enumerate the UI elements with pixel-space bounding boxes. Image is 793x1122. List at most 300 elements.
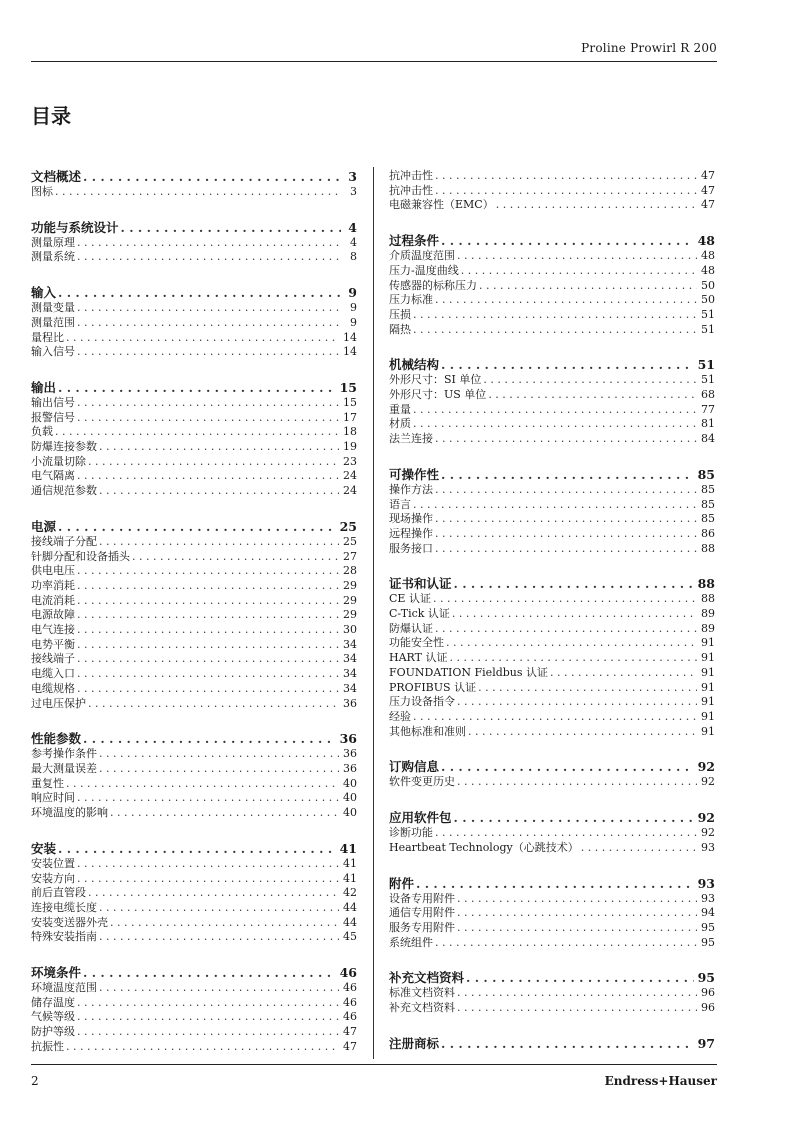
toc-section-heading[interactable] — [31, 519, 357, 535]
toc-entry-page: 47 — [343, 1025, 357, 1039]
dot-leader — [88, 455, 339, 470]
dot-leader — [457, 775, 697, 790]
toc-entry-title: 重量 — [389, 402, 411, 416]
toc-entry[interactable] — [31, 425, 357, 440]
toc-entry-page: 51 — [697, 357, 715, 373]
toc-entry-page: 44 — [343, 915, 357, 929]
toc-entry-title: 前后直管段 — [31, 886, 86, 900]
toc-entry-title: 补充文档资料 — [389, 970, 465, 986]
toc-section-heading[interactable] — [389, 233, 715, 249]
toc-entry-page: 91 — [701, 709, 715, 723]
toc-entry-title: 补充文档资料 — [389, 1001, 455, 1015]
dot-leader — [496, 198, 697, 213]
toc-entry-page: 95 — [701, 935, 715, 949]
dot-leader — [66, 331, 339, 346]
toc-entry-title: 抗振性 — [31, 1039, 64, 1053]
dot-leader — [435, 527, 697, 542]
toc-entry[interactable] — [389, 826, 715, 841]
toc-entry-page: 92 — [701, 826, 715, 840]
dot-leader — [99, 901, 339, 916]
dot-leader — [77, 857, 339, 872]
dot-leader — [413, 710, 697, 725]
toc-section — [31, 841, 357, 945]
toc-section — [389, 1036, 715, 1052]
toc-entry-page: 89 — [701, 621, 715, 635]
toc-entry-title: 通信专用附件 — [389, 906, 455, 920]
toc-entry[interactable] — [389, 373, 715, 388]
dot-leader — [77, 411, 339, 426]
toc-entry[interactable] — [31, 916, 357, 931]
toc-entry-page: 47 — [343, 1039, 357, 1053]
toc-entry-title: 接线端子分配 — [31, 534, 97, 548]
toc-entry[interactable] — [389, 986, 715, 1001]
toc-entry[interactable] — [389, 592, 715, 607]
toc-entry[interactable] — [389, 498, 715, 513]
dot-leader — [77, 236, 341, 251]
dot-leader — [435, 184, 697, 199]
toc-entry[interactable] — [389, 710, 715, 725]
toc-entry[interactable] — [31, 872, 357, 887]
toc-entry[interactable] — [389, 184, 715, 199]
toc-entry-page: 30 — [343, 623, 357, 637]
toc-section — [389, 876, 715, 951]
toc-entry[interactable] — [389, 527, 715, 542]
toc-entry-title: 防爆认证 — [389, 621, 433, 635]
toc-entry-page: 88 — [701, 592, 715, 606]
toc-entry[interactable] — [31, 236, 357, 251]
toc-entry-title: 量程比 — [31, 330, 64, 344]
dot-leader — [77, 791, 339, 806]
toc-entry[interactable] — [389, 725, 715, 740]
toc-entry-title: 应用软件包 — [389, 810, 452, 826]
dot-leader — [110, 806, 339, 821]
toc-entry-title: 功能安全性 — [389, 636, 444, 650]
toc-entry-title: 系统组件 — [389, 935, 433, 949]
toc-entry[interactable] — [31, 455, 357, 470]
toc-section-heading[interactable] — [31, 169, 357, 185]
dot-leader — [77, 301, 341, 316]
toc-entry-title: 操作方法 — [389, 482, 433, 496]
toc-entry[interactable] — [31, 981, 357, 996]
dot-leader — [441, 467, 694, 483]
toc-entry[interactable] — [389, 775, 715, 790]
toc-entry-title: FOUNDATION Fieldbus 认证 — [389, 665, 549, 679]
toc-entry[interactable] — [31, 345, 357, 360]
toc-section-heading[interactable] — [31, 380, 357, 396]
toc-entry[interactable] — [389, 695, 715, 710]
toc-section-heading[interactable] — [389, 970, 715, 986]
toc-entry[interactable] — [389, 388, 715, 403]
toc-entry-page: 89 — [701, 607, 715, 621]
dot-leader — [77, 316, 341, 331]
toc-entry-title: 压力标准 — [389, 293, 433, 307]
toc-entry[interactable] — [31, 579, 357, 594]
toc-entry[interactable] — [389, 512, 715, 527]
toc-entry-title: 经验 — [389, 709, 411, 723]
toc-entry[interactable] — [31, 857, 357, 872]
toc-entry[interactable] — [31, 791, 357, 806]
toc-section-heading[interactable] — [389, 759, 715, 775]
dot-leader — [441, 233, 694, 249]
dot-leader — [435, 169, 697, 184]
dot-leader — [457, 921, 697, 936]
toc-entry[interactable] — [31, 930, 357, 945]
toc-entry-title: 电势平衡 — [31, 637, 75, 651]
toc-entry[interactable] — [31, 484, 357, 499]
toc-entry-page: 91 — [701, 636, 715, 650]
toc-entry-page: 68 — [701, 388, 715, 402]
dot-leader — [483, 373, 697, 388]
dot-leader — [77, 1010, 339, 1025]
toc-section-heading[interactable] — [389, 357, 715, 373]
toc-entry-title: 过程条件 — [389, 233, 440, 249]
toc-entry-title: HART 认证 — [389, 651, 448, 665]
toc-entry-title: 电流消耗 — [31, 593, 75, 607]
toc-section-heading[interactable] — [389, 1036, 715, 1052]
toc-entry-title: 安装位置 — [31, 856, 75, 870]
toc-entry[interactable] — [389, 279, 715, 294]
toc-entry-page: 24 — [343, 469, 357, 483]
toc-entry-title: 通信规范参数 — [31, 484, 97, 498]
dot-leader — [457, 695, 697, 710]
toc-entry-page: 93 — [697, 875, 715, 891]
toc-entry[interactable] — [389, 323, 715, 338]
toc-entry-title: 环境温度范围 — [31, 981, 97, 995]
toc-entry[interactable] — [31, 652, 357, 667]
toc-entry[interactable] — [31, 1010, 357, 1025]
dot-leader — [466, 970, 694, 986]
toc-entry-title: 测量范围 — [31, 315, 75, 329]
toc-entry[interactable] — [389, 681, 715, 696]
toc-entry-title: 参考操作条件 — [31, 747, 97, 761]
toc-section — [389, 467, 715, 557]
header-rule — [31, 61, 717, 62]
toc-entry-page: 9 — [348, 285, 357, 301]
toc-entry[interactable] — [389, 249, 715, 264]
toc-entry-page: 92 — [701, 775, 715, 789]
toc-entry-title: 抗冲击性 — [389, 169, 433, 182]
toc-entry-page: 47 — [701, 169, 715, 182]
toc-entry[interactable] — [389, 906, 715, 921]
dot-leader — [77, 250, 341, 265]
toc-entry[interactable] — [31, 623, 357, 638]
dot-leader — [446, 636, 697, 651]
toc-entry-page: 46 — [343, 981, 357, 995]
toc-entry-page: 51 — [701, 322, 715, 336]
toc-entry-title: 设备专用附件 — [389, 891, 455, 905]
dot-leader — [454, 576, 694, 592]
toc-entry[interactable] — [31, 535, 357, 550]
toc-entry-page: 19 — [343, 440, 357, 454]
toc-entry[interactable] — [31, 564, 357, 579]
toc-section-heading[interactable] — [31, 841, 357, 857]
dot-leader — [77, 345, 339, 360]
toc-entry-title: 材质 — [389, 417, 411, 431]
toc-entry[interactable] — [31, 682, 357, 697]
toc-section-heading[interactable] — [389, 576, 715, 592]
toc-entry-page: 94 — [701, 906, 715, 920]
toc-section-heading[interactable] — [389, 467, 715, 483]
toc-entry-title: 测量系统 — [31, 250, 75, 264]
toc-entry[interactable] — [31, 806, 357, 821]
toc-entry[interactable] — [389, 403, 715, 418]
toc-entry[interactable] — [31, 886, 357, 901]
dot-leader — [457, 986, 697, 1001]
dot-leader — [435, 826, 697, 841]
toc-entry-title: 防爆连接参数 — [31, 440, 97, 454]
toc-entry-page: 95 — [697, 970, 715, 986]
toc-entry-title: 电气隔离 — [31, 469, 75, 483]
dot-leader — [132, 550, 339, 565]
toc-entry-title: 接线端子 — [31, 652, 75, 666]
dot-leader — [58, 285, 341, 301]
toc-entry-title: 电缆规格 — [31, 681, 75, 695]
toc-column-left — [31, 169, 357, 1075]
toc-entry-page: 48 — [701, 249, 715, 263]
dot-leader — [435, 432, 697, 447]
toc-entry[interactable] — [31, 747, 357, 762]
toc-entry[interactable] — [389, 841, 715, 856]
dot-leader — [77, 1025, 339, 1040]
dot-leader — [478, 681, 697, 696]
toc-entry[interactable] — [389, 198, 715, 213]
toc-entry-page: 50 — [701, 293, 715, 307]
toc-entry-page: 25 — [339, 518, 357, 534]
toc-entry[interactable] — [389, 651, 715, 666]
toc-entry[interactable] — [389, 892, 715, 907]
toc-entry-title: 输入信号 — [31, 345, 75, 359]
toc-entry[interactable] — [31, 550, 357, 565]
toc-entry-page: 91 — [701, 665, 715, 679]
dot-leader — [88, 697, 339, 712]
brand-name: Endress+Hauser — [604, 1074, 717, 1088]
toc-entry-page: 14 — [343, 330, 357, 344]
toc-entry[interactable] — [389, 293, 715, 308]
toc-entry-page: 40 — [343, 806, 357, 820]
dot-leader — [457, 249, 697, 264]
dot-leader — [441, 759, 694, 775]
dot-leader — [99, 484, 339, 499]
toc-entry-page: 85 — [701, 512, 715, 526]
toc-entry[interactable] — [31, 777, 357, 792]
toc-entry[interactable] — [389, 417, 715, 432]
toc-entry[interactable] — [31, 185, 357, 200]
toc-section-heading[interactable] — [31, 285, 357, 301]
toc-entry-page: 34 — [343, 667, 357, 681]
toc-entry-page: 47 — [701, 183, 715, 197]
toc-section-heading[interactable] — [389, 876, 715, 892]
toc-section — [31, 519, 357, 711]
toc-entry-title: 远程操作 — [389, 526, 433, 540]
toc-entry[interactable] — [31, 594, 357, 609]
toc-entry[interactable] — [389, 432, 715, 447]
toc-entry-page: 29 — [343, 578, 357, 592]
toc-entry-title: 介质温度范围 — [389, 249, 455, 263]
toc-entry-page: 47 — [701, 198, 715, 212]
toc-entry[interactable] — [31, 469, 357, 484]
dot-leader — [77, 469, 339, 484]
dot-leader — [66, 1040, 339, 1055]
dot-leader — [110, 916, 339, 931]
toc-entry-page: 93 — [701, 840, 715, 854]
toc-entry-title: 外形尺寸：SI 单位 — [389, 373, 482, 387]
toc-entry-page: 29 — [343, 593, 357, 607]
toc-entry-page: 34 — [343, 637, 357, 651]
toc-section — [389, 576, 715, 739]
toc-entry[interactable] — [31, 250, 357, 265]
toc-entry-page: 17 — [343, 410, 357, 424]
toc-entry[interactable] — [389, 607, 715, 622]
toc-entry[interactable] — [389, 666, 715, 681]
dot-leader — [99, 981, 339, 996]
dot-leader — [77, 396, 339, 411]
dot-leader — [55, 185, 341, 200]
toc-entry-page: 92 — [697, 759, 715, 775]
toc-section — [389, 233, 715, 337]
toc-entry-title: 针脚分配和设备插头 — [31, 549, 130, 563]
toc-entry-title: 服务专用附件 — [389, 920, 455, 934]
toc-entry-title: 环境条件 — [31, 965, 82, 981]
toc-entry[interactable] — [31, 316, 357, 331]
toc-section-heading[interactable] — [31, 965, 357, 981]
toc-entry[interactable] — [389, 936, 715, 951]
dot-leader — [83, 731, 336, 747]
toc-entry-title: 连接电缆长度 — [31, 900, 97, 914]
toc-entry-page: 40 — [343, 791, 357, 805]
toc-entry[interactable] — [31, 1025, 357, 1040]
toc-entry[interactable] — [389, 308, 715, 323]
toc-entry-title: C-Tick 认证 — [389, 607, 450, 621]
toc-entry-title: 测量原理 — [31, 235, 75, 249]
dot-leader — [435, 542, 697, 557]
dot-leader — [83, 965, 336, 981]
toc-entry[interactable] — [31, 762, 357, 777]
toc-entry-page: 3 — [350, 185, 357, 198]
toc-entry-page: 36 — [343, 696, 357, 710]
toc-entry-title: 压损 — [389, 307, 411, 321]
toc-entry-title: 诊断功能 — [389, 826, 433, 840]
toc-entry[interactable] — [389, 483, 715, 498]
toc-entry-title: 标准文档资料 — [389, 986, 455, 1000]
toc-entry[interactable] — [31, 440, 357, 455]
toc-entry[interactable] — [31, 697, 357, 712]
toc-entry[interactable] — [31, 331, 357, 346]
toc-entry-page: 34 — [343, 652, 357, 666]
toc-section-heading[interactable] — [31, 731, 357, 747]
toc-entry-title: 抗冲击性 — [389, 183, 433, 197]
toc-entry[interactable] — [31, 996, 357, 1011]
toc-entry[interactable] — [389, 921, 715, 936]
toc-entry-title: 气候等级 — [31, 1010, 75, 1024]
toc-entry[interactable] — [389, 636, 715, 651]
toc-entry[interactable] — [31, 396, 357, 411]
toc-entry[interactable] — [389, 542, 715, 557]
dot-leader — [416, 876, 694, 892]
toc-section — [31, 169, 357, 200]
dot-leader — [413, 498, 697, 513]
toc-entry-title: 外形尺寸：US 单位 — [389, 388, 487, 402]
toc-entry-title: 软件变更历史 — [389, 775, 455, 789]
toc-entry-page: 95 — [701, 920, 715, 934]
toc-entry-page: 28 — [343, 564, 357, 578]
toc-entry-page: 93 — [701, 891, 715, 905]
toc-entry-page: 36 — [339, 731, 357, 747]
toc-section-heading[interactable] — [389, 810, 715, 826]
dot-leader — [99, 762, 339, 777]
toc-entry-page: 85 — [701, 497, 715, 511]
toc-entry-page: 91 — [701, 724, 715, 738]
toc-entry-title: 重复性 — [31, 776, 64, 790]
header-title: Proline Prowirl R 200 — [581, 41, 717, 55]
dot-leader — [77, 667, 339, 682]
dot-leader — [441, 357, 694, 373]
toc-entry-title: 负载 — [31, 425, 53, 439]
dot-leader — [457, 906, 697, 921]
dot-leader — [479, 279, 697, 294]
toc-entry-page: 9 — [350, 301, 357, 315]
toc-entry[interactable] — [31, 1040, 357, 1055]
toc-entry[interactable] — [389, 264, 715, 279]
toc-entry-title: 输出信号 — [31, 395, 75, 409]
toc-entry-title: 传感器的标称压力 — [389, 278, 477, 292]
toc-entry-title: 附件 — [389, 875, 415, 891]
toc-section — [389, 810, 715, 855]
toc-entry[interactable] — [31, 608, 357, 623]
toc-section — [31, 220, 357, 265]
dot-leader — [66, 777, 339, 792]
toc-entry[interactable] — [31, 301, 357, 316]
toc-section-heading[interactable] — [31, 220, 357, 236]
toc-section — [31, 380, 357, 499]
dot-leader — [441, 1036, 694, 1052]
dot-leader — [55, 425, 339, 440]
toc-entry-title: 注册商标 — [389, 1035, 440, 1051]
toc-entry-title: 电磁兼容性（EMC） — [389, 198, 494, 212]
toc-entry[interactable] — [31, 901, 357, 916]
dot-leader — [99, 747, 339, 762]
toc-entry-page: 96 — [701, 1001, 715, 1015]
toc-entry-page: 91 — [701, 651, 715, 665]
toc-entry-title: 电源 — [31, 518, 57, 534]
toc-entry-page: 4 — [350, 235, 357, 249]
toc-entry[interactable] — [31, 638, 357, 653]
toc-entry[interactable] — [389, 622, 715, 637]
dot-leader — [77, 682, 339, 697]
dot-leader — [77, 623, 339, 638]
dot-leader — [58, 380, 336, 396]
toc-entry-page: 88 — [697, 576, 715, 592]
toc-entry[interactable] — [31, 667, 357, 682]
toc-entry-page: 51 — [701, 307, 715, 321]
toc-entry-title: 电气连接 — [31, 623, 75, 637]
toc-entry-page: 36 — [343, 747, 357, 761]
toc-entry-title: 现场操作 — [389, 512, 433, 526]
toc-entry[interactable] — [31, 411, 357, 426]
dot-leader — [77, 608, 339, 623]
dot-leader — [77, 638, 339, 653]
toc-entry-page: 77 — [701, 402, 715, 416]
toc-entry[interactable] — [389, 1001, 715, 1016]
toc-section — [389, 759, 715, 790]
toc-entry-title: 电源故障 — [31, 608, 75, 622]
dot-leader — [550, 666, 697, 681]
toc-entry-title: 储存温度 — [31, 995, 75, 1009]
dot-leader — [457, 892, 697, 907]
toc-entry-page: 44 — [343, 900, 357, 914]
dot-leader — [468, 725, 697, 740]
toc-entry-page: 3 — [348, 169, 357, 184]
toc-entry[interactable] — [389, 169, 715, 184]
